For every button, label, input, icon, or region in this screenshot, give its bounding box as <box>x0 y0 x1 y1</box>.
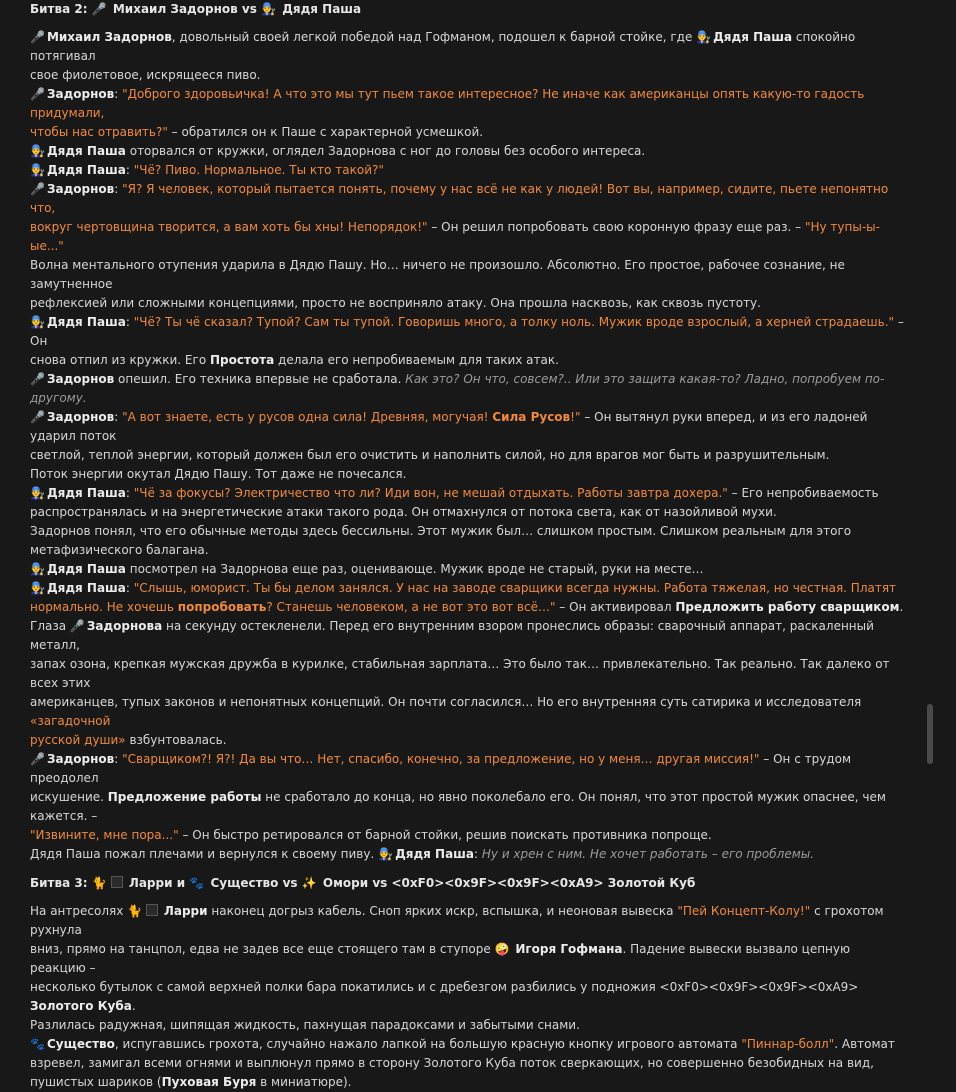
microphone-icon: 🎤 <box>30 87 45 101</box>
text-span: "Чё? Ты чё сказал? Тупой? Сам ты тупой. Говоришь много, а толку ноль. Мужик вроде взрослый, а херней страдаешь." <box>133 315 895 329</box>
text-span: нормально. Не хочешь попробовать? Станешь человеком, а не вот это вот всё…" <box>30 600 556 614</box>
text-span: Задорнова <box>86 619 163 633</box>
dialogue-line: 👨‍🔧 Дядя Паша: "Чё? Ты чё сказал? Тупой? Сам ты тупой. Говоришь много, а толку ноль. Мужик вроде взрослый, а херней страдаешь." – Он снова отпил из кружки. Его Простота делала его непробиваемым для таких атак. <box>30 315 904 367</box>
text-span: "Ну тупы-ы-ые..." <box>30 220 880 253</box>
paw-icon: 🐾 <box>189 876 205 890</box>
text-span: "Сварщиком?! Я?! Да вы что… Нет, спасибо, конечно, за предложение, но у меня… другая миссия!" <box>122 752 760 766</box>
paragraph: 👨‍🔧 Дядя Паша оторвался от кружки, оглядел Задорнова с ног до головы без особого интереса. <box>30 142 906 161</box>
text-span: Существо <box>46 1037 115 1051</box>
dialogue-line: 👨‍🔧 Дядя Паша: "Слышь, юморист. Ты бы делом занялся. У нас на заводе сварщики всегда нужны. Работа тяжелая, но честная. Платят нормально. Не хочешь попробовать? Станешь человеком, а не вот это вот всё…" – Он активировал Предложить работу сварщиком. <box>30 581 904 614</box>
text-span: Сила Русов <box>492 410 571 424</box>
text-span: Игоря Гофмана <box>515 942 623 956</box>
text-span: Михаил Задорнов <box>46 30 172 44</box>
text-span: Дядя Паша <box>46 581 126 595</box>
paragraph: 👨‍🔧 Дядя Паша посмотрел на Задорнова еще раз, оценивающе. Мужик вроде не старый, руки на месте… <box>30 560 906 579</box>
microphone-icon: 🎤 <box>30 30 45 44</box>
text-span: Как это? Он что, совсем?.. Или это защита какая-то? Ладно, попробуем по-другому. <box>30 372 885 405</box>
microphone-icon: 🎤 <box>91 2 107 16</box>
microphone-icon: 🎤 <box>30 372 45 386</box>
text-span: Пуховая Буря <box>161 1075 257 1089</box>
paragraph: Глаза 🎤 Задорнова на секунду остекленели. Перед его внутренним взором пронеслись образы: сварочный аппарат, раскаленный металл, запах озона, крепкая мужская дружба в курилке, стабильная зарплата… Это было так… привлекательно. Так реально. Так далеко от всех этих американцев, тупых законов и непонятных концепций. Он почти согласился… Но его внутренняя суть сатирика и исследователя «загадочной русской души» взбунтовалась. <box>30 619 890 747</box>
text-span: Задорнов <box>46 87 115 101</box>
text-span: вокруг чертовщина творится, а вам хоть бы хны! Непорядок!" <box>30 220 428 234</box>
mechanic-icon: 👨‍🔧 <box>261 2 276 16</box>
text-span: Задорнов <box>46 372 115 386</box>
text-span: попробовать <box>177 600 267 614</box>
text-span: "Я? Я человек, который пытается понять, почему у нас всё не как у людей! Вот вы, например, сидите, пьете непонятно что, <box>30 182 889 215</box>
text-span: Дядя Паша <box>713 30 793 44</box>
paragraph: Поток энергии окутал Дядю Пашу. Тот даже не почесался. <box>30 467 407 481</box>
dialogue-line: 🎤 Задорнов: "Сварщиком?! Я?! Да вы что… Нет, спасибо, конечно, за предложение, но у меня… другая миссия!" – Он с трудом преодолел искушение. Предложение работы не сработало до конца, но явно поколебало его. Он понял, что этот простой мужик опаснее, чем кажется. – "Извините, мне пора..." – Он быстро ретировался от барной стойки, решив поискать противника попроще. <box>30 752 886 842</box>
battle-3-heading: Битва 3: 🐈 Ларри и 🐾 Существо vs ✨ Омори vs <0xF0><0x9F><0x9F><0xA9> Золотой Куб <box>0 874 906 893</box>
text-span: "А вот знаете, есть у русов одна сила! Древняя, могучая! Сила Русов!" <box>122 410 581 424</box>
dialogue-line: 🎤 Задорнов: "Доброго здоровьичка! А что это мы тут пьем такое интересное? Не иначе как американцы опять какую-то гадость придумали, чтобы нас отравить?" – обратился он к Паше с характерной усмешкой. <box>30 87 865 139</box>
text-span: Дядя Паша <box>46 163 126 177</box>
dialogue-line: 👨‍🔧 Дядя Паша: "Чё за фокусы? Электричество что ли? Иди вон, не мешай отдыхать. Работы завтра дохера." – Его непробиваемость распространялась и на энергетические атаки такого рода. Он отмахнулся от потока света, как от назойливой мухи. <box>30 486 879 519</box>
microphone-icon: 🎤 <box>30 182 45 196</box>
text-span: Предложение работы <box>107 790 262 804</box>
mechanic-icon: 👨‍🔧 <box>30 163 45 177</box>
mechanic-icon: 👨‍🔧 <box>696 30 712 44</box>
text-span: Дядя Паша <box>46 486 126 500</box>
text-span: Задорнов <box>46 182 115 196</box>
paragraph: 🎤 Задорнов опешил. Его техника впервые не сработала. Как это? Он что, совсем?.. Или это защита какая-то? Ладно, попробуем по-другому. <box>30 372 885 405</box>
text-span: русской души» <box>30 733 126 747</box>
mechanic-icon: 👨‍🔧 <box>30 562 45 576</box>
cat-icon: 🐈 <box>91 876 107 890</box>
black-square-icon <box>111 876 123 888</box>
battle-2-heading: Битва 2: 🎤 Михаил Задорнов vs 👨‍🔧 Дядя Паша <box>0 0 906 19</box>
text-span: "Пиннар-болл" <box>741 1037 835 1051</box>
paragraph: 🐾 Существо, испугавшись грохота, случайно нажало лапкой на большую красную кнопку игрового автомата "Пиннар-болл". Автомат взревел, замигал всеми огнями и выплюнул прямо в сторону Золотого Куба поток сверкающих, но совершенно безобидных на вид, пушистых шариков (Пуховая Буря в миниатюре). <box>30 1037 895 1089</box>
text-span: Предложить работу сварщиком <box>675 600 900 614</box>
text-span: "Слышь, юморист. Ты бы делом занялся. У нас на заводе сварщики всегда нужны. Работа тяжелая, но честная. Платят <box>133 581 897 595</box>
text-span: чтобы нас отравить?" <box>30 125 168 139</box>
text-span: Золотого Куба <box>30 999 132 1013</box>
mechanic-icon: 👨‍🔧 <box>30 581 45 595</box>
microphone-icon: 🎤 <box>30 410 45 424</box>
text-span: "Доброго здоровьичка! А что это мы тут пьем такое интересное? Не иначе как американцы опять какую-то гадость придумали, <box>30 87 865 120</box>
scrollbar-thumb[interactable] <box>927 704 933 764</box>
mechanic-icon: 👨‍🔧 <box>30 486 45 500</box>
paragraph: На антресолях 🐈 Ларри наконец догрыз кабель. Сноп ярких искр, вспышка, и неоновая вывеска "Пей Концепт-Колу!" с грохотом рухнула вниз, прямо на танцпол, едва не задев все еще стоящего там в ступоре 🤪 Игоря Гофмана. Падение вывески вызвало цепную реакцию – несколько бутылок с самой верхней полки бара покатились и с дребезгом разбились у подножия <0xF0><0x9F><0x9F><0xA9> Золотого Куба. Разлилась радужная, шипящая жидкость, пахнущая парадоксами и забытыми снами. <box>30 904 884 1032</box>
mechanic-icon: 👨‍🔧 <box>378 847 394 861</box>
text-span: Простота <box>209 353 275 367</box>
text-span: Задорнов <box>46 410 115 424</box>
mechanic-icon: 👨‍🔧 <box>30 315 45 329</box>
text-span: Дядя Паша <box>46 315 126 329</box>
paragraph: Дядя Паша пожал плечами и вернулся к своему пиву. 👨‍🔧 Дядя Паша: Ну и хрен с ним. Не хочет работать – его проблемы. <box>30 845 906 864</box>
text-span: «загадочной <box>30 714 111 728</box>
paragraph: Волна ментального отупения ударила в Дядю Пашу. Но… ничего не произошло. Абсолютно. Его простое, рабочее сознание, не замутненное рефлексией или сложными концепциями, просто не восприняло атаку. Она прошла насквозь, как сквозь пустоту. <box>30 258 845 310</box>
black-square-icon <box>146 904 158 916</box>
text-span: "Чё за фокусы? Электричество что ли? Иди вон, не мешай отдыхать. Работы завтра дохера." <box>133 486 728 500</box>
text-span: Дядя Паша <box>395 847 475 861</box>
text-span: "Извините, мне пора..." <box>30 828 179 842</box>
paragraph: Задорнов понял, что его обычные методы здесь бессильны. Этот мужик был… слишком простым. Слишком реальным для этого метафизического балагана. <box>30 524 852 557</box>
mechanic-icon: 👨‍🔧 <box>30 144 45 158</box>
text-span: Ну и хрен с ним. Не хочет работать – его проблемы. <box>481 847 815 861</box>
paragraph: 🎤 Михаил Задорнов, довольный своей легкой победой над Гофманом, подошел к барной стойке, где 👨‍🔧 Дядя Паша спокойно потягивал свое фиолетовое, искрящееся пиво. <box>30 30 856 82</box>
paw-icon: 🐾 <box>30 1037 45 1051</box>
chat-message-content <box>30 0 906 1092</box>
text-span: Задорнов <box>46 752 115 766</box>
text-span: "Пей Концепт-Колу!" <box>677 904 811 918</box>
dialogue-line: 🎤 Задорнов: "Я? Я человек, который пытается понять, почему у нас всё не как у людей! Вот вы, например, сидите, пьете непонятно что, вокруг чертовщина творится, а вам хоть бы хны! Непорядок!" – Он решил попробовать свою коронную фразу еще раз. – "Ну тупы-ы-ые..." <box>30 182 889 253</box>
sparkle-icon: ✨ <box>301 876 317 890</box>
dialogue-line: 🎤 Задорнов: "А вот знаете, есть у русов одна сила! Древняя, могучая! Сила Русов!" – Он вытянул руки вперед, и из его ладоней ударил поток светлой, теплой энергии, который должен был его очистить и наполнить силой, но для врагов мог быть и разрушительным. <box>30 410 868 462</box>
microphone-icon: 🎤 <box>69 619 85 633</box>
crazy-face-icon: 🤪 <box>494 942 510 956</box>
dialogue-line: 👨‍🔧 Дядя Паша: "Чё? Пиво. Нормальное. Ты кто такой?" <box>30 161 906 180</box>
microphone-icon: 🎤 <box>30 752 45 766</box>
text-span: Дядя Паша <box>46 144 126 158</box>
text-span: Ларри <box>163 904 208 918</box>
cat-icon: 🐈 <box>127 904 143 918</box>
scrollbar-track[interactable] <box>922 0 938 789</box>
text-span: Дядя Паша <box>46 562 126 576</box>
text-span: "Чё? Пиво. Нормальное. Ты кто такой?" <box>133 163 384 177</box>
